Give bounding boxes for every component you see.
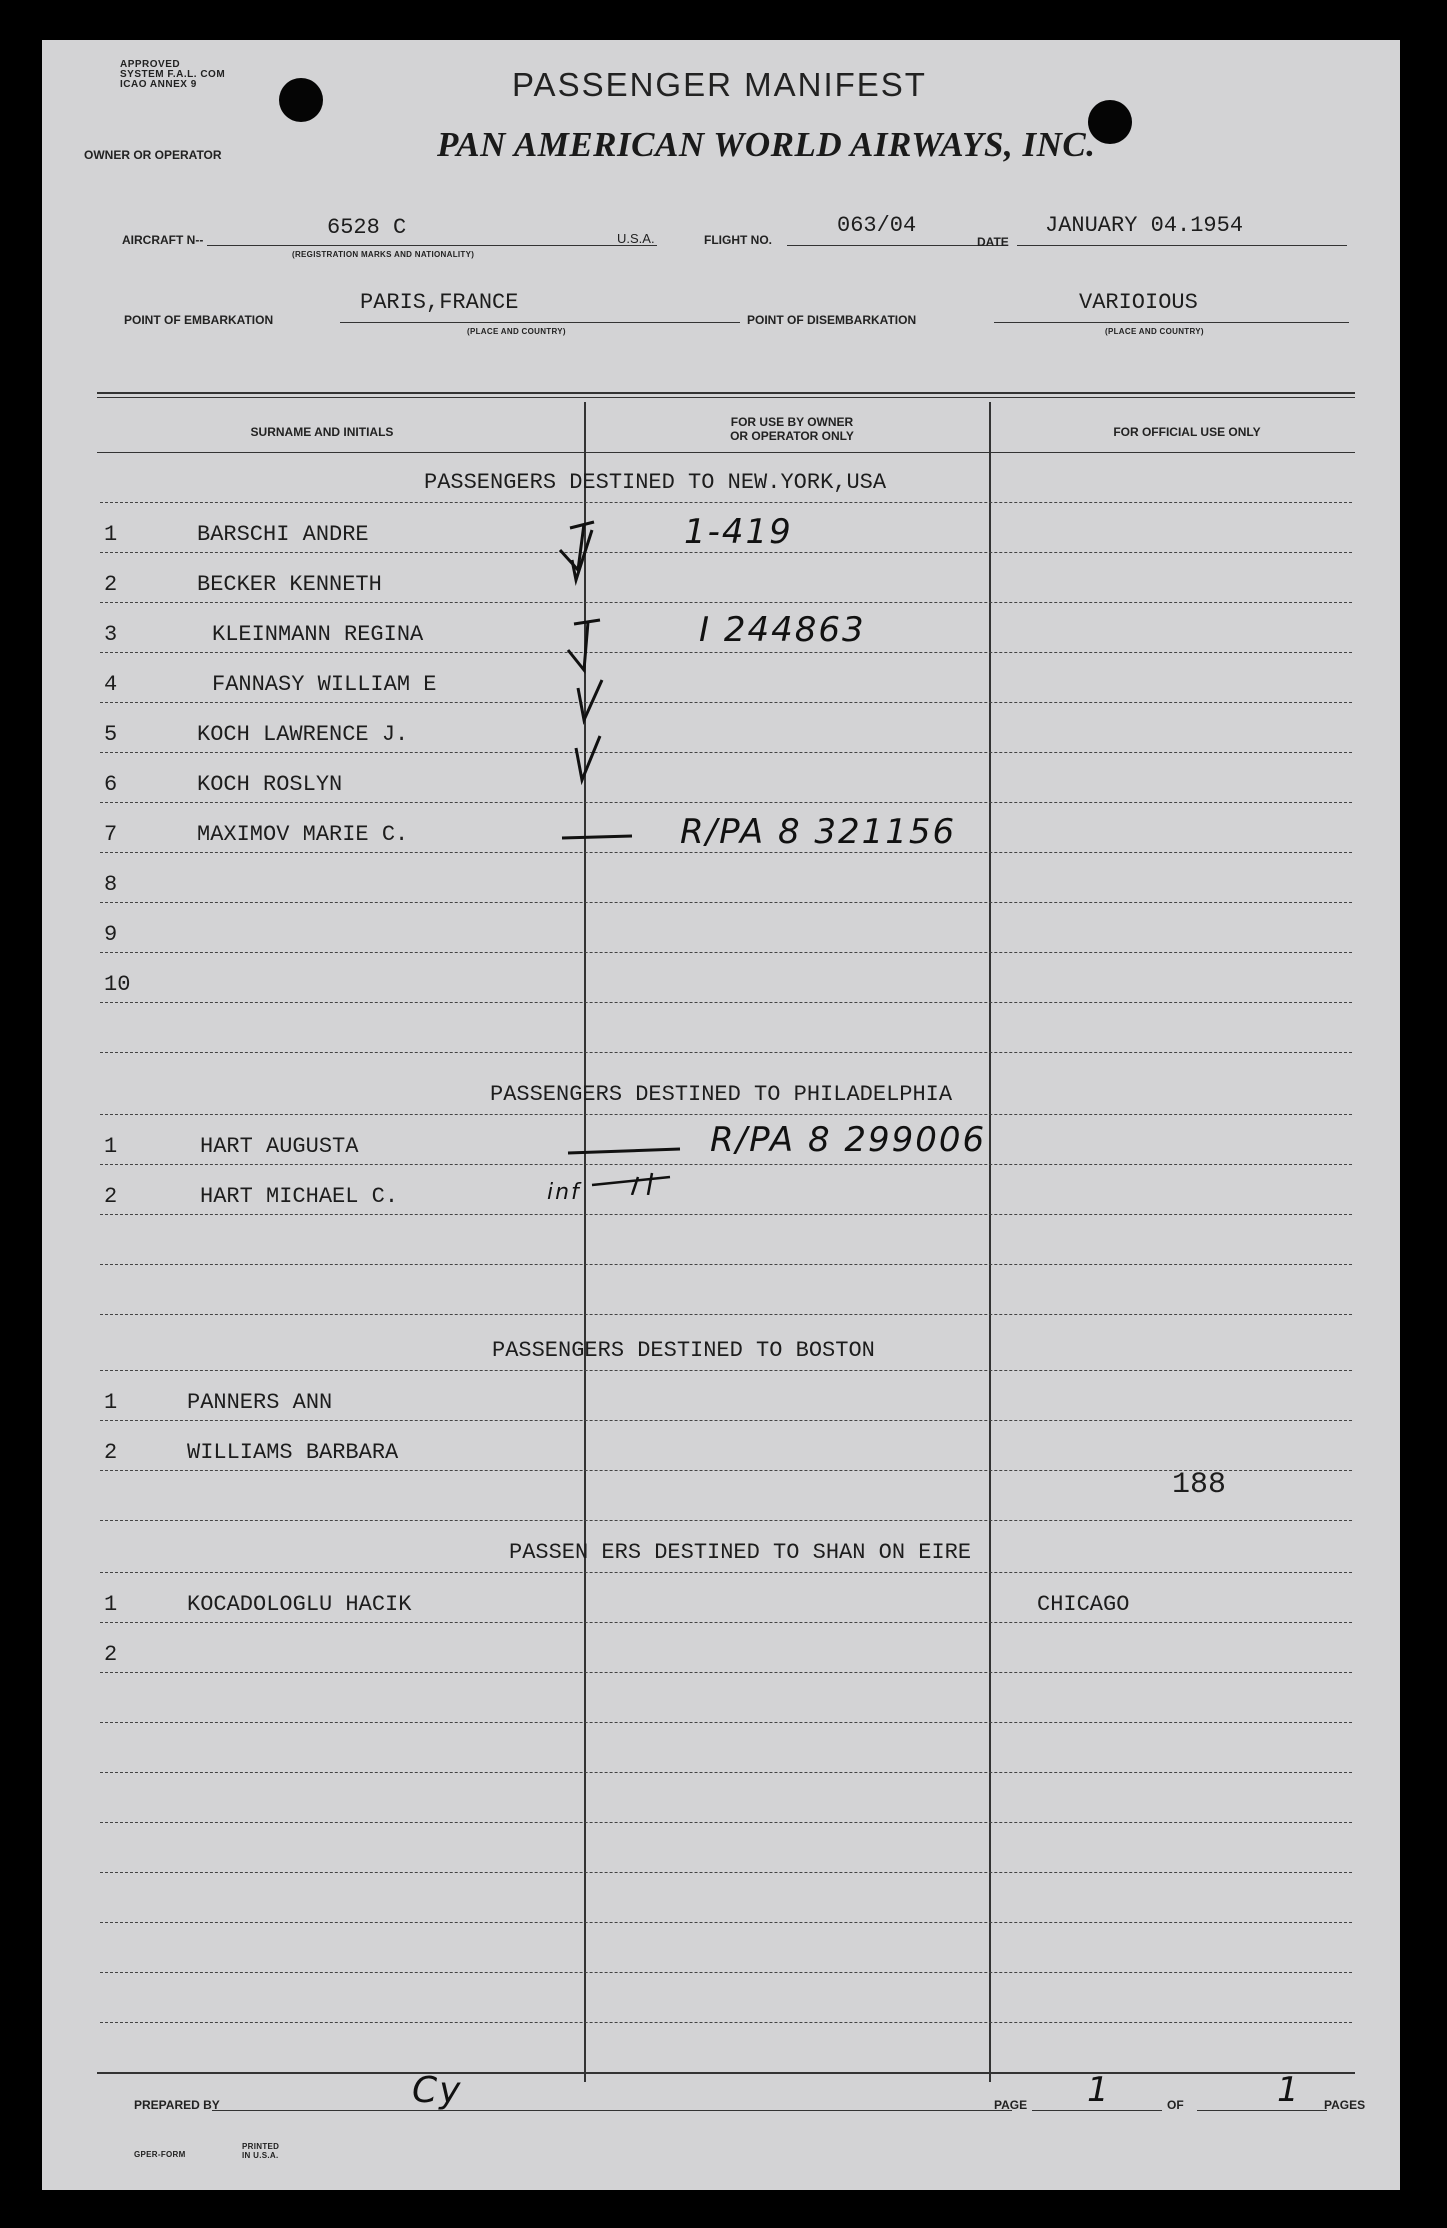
passenger-name: KLEINMANN REGINA: [212, 622, 424, 647]
of-label: OF: [1167, 2098, 1184, 2112]
row-rule: [100, 552, 1352, 553]
aircraft-label: AIRCRAFT N--: [122, 233, 204, 247]
table-bottom-rule: [97, 2072, 1355, 2074]
row-number: 1: [104, 1134, 118, 1159]
row-number: 1: [104, 1390, 118, 1415]
passenger-name: HART AUGUSTA: [200, 1134, 359, 1159]
section-heading-boston: PASSENGERS DESTINED TO BOSTON: [492, 1338, 875, 1363]
handwritten-note: I 244863: [699, 610, 866, 650]
form-title: PASSENGER MANIFEST: [512, 66, 927, 103]
approval-line: APPROVED: [120, 59, 181, 70]
row-rule: [100, 1114, 1352, 1115]
row-number: 5: [104, 722, 118, 747]
row-rule: [100, 952, 1352, 953]
row-rule: [100, 1972, 1352, 1973]
row-number: 2: [104, 1642, 118, 1667]
row-number: 4: [104, 672, 118, 697]
row-rule: [100, 1214, 1352, 1215]
passenger-name: HART MICHAEL C.: [200, 1184, 399, 1209]
embarkation-line: [340, 322, 740, 323]
handwritten-checkmarks: [542, 510, 652, 840]
preparer-signature: Cy: [412, 2070, 463, 2111]
usa-label: U.S.A.: [617, 231, 655, 246]
row-rule: [100, 1872, 1352, 1873]
handwritten-note: inf: [547, 1180, 581, 1205]
disembarkation-value: VARIOIOUS: [1079, 290, 1198, 315]
page-total-line: [1197, 2110, 1327, 2111]
row-rule: [100, 1264, 1352, 1265]
flight-label: FLIGHT NO.: [704, 233, 772, 247]
date-line: [1017, 245, 1347, 246]
row-rule: [100, 1722, 1352, 1723]
disembarkation-caption: (PLACE AND COUNTRY): [1105, 327, 1204, 336]
section-heading-shannon: PASSEN ERS DESTINED TO SHAN ON EIRE: [509, 1540, 972, 1565]
aircraft-line: [207, 245, 657, 246]
row-rule: [100, 1470, 1352, 1471]
row-rule: [100, 1420, 1352, 1421]
date-value: JANUARY 04.1954: [1045, 213, 1244, 238]
row-rule: [100, 1370, 1352, 1371]
passenger-name: KOCADOLOGLU HACIK: [187, 1592, 412, 1617]
row-rule: [100, 702, 1352, 703]
row-rule: [100, 602, 1352, 603]
row-number: 10: [104, 972, 131, 997]
passenger-name: WILLIAMS BARBARA: [187, 1440, 399, 1465]
surname-header: SURNAME AND INITIALS: [250, 425, 394, 439]
row-rule: [100, 852, 1352, 853]
row-number: 3: [104, 622, 118, 647]
row-rule: [100, 1922, 1352, 1923]
row-number: 9: [104, 922, 118, 947]
owner-label: OWNER OR OPERATOR: [84, 148, 222, 162]
handwritten-note: R/PA 8 299006: [710, 1120, 987, 1160]
owner-use-header: [602, 415, 982, 443]
row-rule: [100, 752, 1352, 753]
header-bottom-rule: [97, 452, 1355, 453]
row-number: 2: [104, 1440, 118, 1465]
section-heading-philadelphia: PASSENGERS DESTINED TO PHILADELPHIA: [490, 1082, 953, 1107]
row-number: 7: [104, 822, 118, 847]
row-rule: [100, 1572, 1352, 1573]
flight-value: 063/04: [837, 213, 917, 238]
row-number: 6: [104, 772, 118, 797]
owner-use-header-line: FOR USE BY OWNER: [730, 415, 854, 429]
passenger-name: KOCH LAWRENCE J.: [197, 722, 409, 747]
page-line: [1032, 2110, 1162, 2111]
row-rule: [100, 1772, 1352, 1773]
flight-line: [787, 245, 1007, 246]
section-heading-new-york: PASSENGERS DESTINED TO NEW.YORK,USA: [424, 470, 887, 495]
aircraft-caption: (REGISTRATION MARKS AND NATIONALITY): [292, 250, 475, 259]
handwritten-note: R/PA 8 321156: [680, 812, 957, 852]
table-top-rule: [97, 392, 1355, 394]
approval-line: ICAO ANNEX 9: [120, 79, 197, 90]
row-rule: [100, 1520, 1352, 1521]
punch-hole: [279, 78, 323, 122]
row-rule: [100, 652, 1352, 653]
pages-label: PAGES: [1324, 2098, 1366, 2112]
official-use-header: FOR OFFICIAL USE ONLY: [1113, 425, 1261, 439]
row-number: 1: [104, 1592, 118, 1617]
passenger-name: BECKER KENNETH: [197, 572, 382, 597]
embarkation-label: POINT OF EMBARKATION: [124, 313, 274, 327]
row-rule: [100, 1822, 1352, 1823]
page-label: PAGE: [994, 2098, 1028, 2112]
row-rule: [100, 902, 1352, 903]
row-rule: [100, 1002, 1352, 1003]
owner-use-header-line: OR OPERATOR ONLY: [730, 429, 854, 443]
row-rule: [100, 802, 1352, 803]
passenger-name: MAXIMOV MARIE C.: [197, 822, 409, 847]
handwritten-note: 1-419: [684, 512, 793, 552]
approval-stamp: [120, 60, 225, 90]
row-rule: [100, 1622, 1352, 1623]
column-divider: [989, 402, 991, 2082]
row-rule: [100, 1672, 1352, 1673]
row-number: 1: [104, 522, 118, 547]
row-number: 2: [104, 572, 118, 597]
page-total: 1: [1277, 2070, 1301, 2110]
date-label: DATE: [977, 235, 1009, 249]
passenger-name: BARSCHI ANDRE: [197, 522, 369, 547]
official-destination: CHICAGO: [1037, 1592, 1130, 1617]
handwritten-dashes: [562, 1125, 702, 1195]
passenger-name: KOCH ROSLYN: [197, 772, 343, 797]
passenger-name: PANNERS ANN: [187, 1390, 333, 1415]
prepared-by-label: PREPARED BY: [134, 2098, 220, 2112]
form-code: GPER-FORM: [134, 2150, 186, 2159]
printed-mark: PRINTED IN U.S.A.: [242, 2142, 280, 2160]
prepared-by-line: [212, 2110, 1012, 2111]
disembarkation-line: [994, 322, 1349, 323]
official-note: 188: [1172, 1468, 1227, 1502]
row-rule: [100, 1052, 1352, 1053]
row-number: 2: [104, 1184, 118, 1209]
aircraft-value: 6528 C: [327, 215, 407, 240]
row-number: 8: [104, 872, 118, 897]
operator-name: PAN AMERICAN WORLD AIRWAYS, INC.: [437, 125, 1096, 164]
passenger-name: FANNASY WILLIAM E: [212, 672, 437, 697]
row-rule: [100, 502, 1352, 503]
page-number: 1: [1087, 2070, 1111, 2110]
disembarkation-label: POINT OF DISEMBARKATION: [747, 313, 917, 327]
embarkation-value: PARIS,FRANCE: [360, 290, 519, 315]
approval-line: SYSTEM F.A.L. COM: [120, 69, 226, 80]
table-top-rule-2: [97, 397, 1355, 398]
manifest-sheet: [42, 40, 1400, 2190]
row-rule: [100, 2022, 1352, 2023]
embarkation-caption: (PLACE AND COUNTRY): [467, 327, 566, 336]
row-rule: [100, 1164, 1352, 1165]
row-rule: [100, 1314, 1352, 1315]
